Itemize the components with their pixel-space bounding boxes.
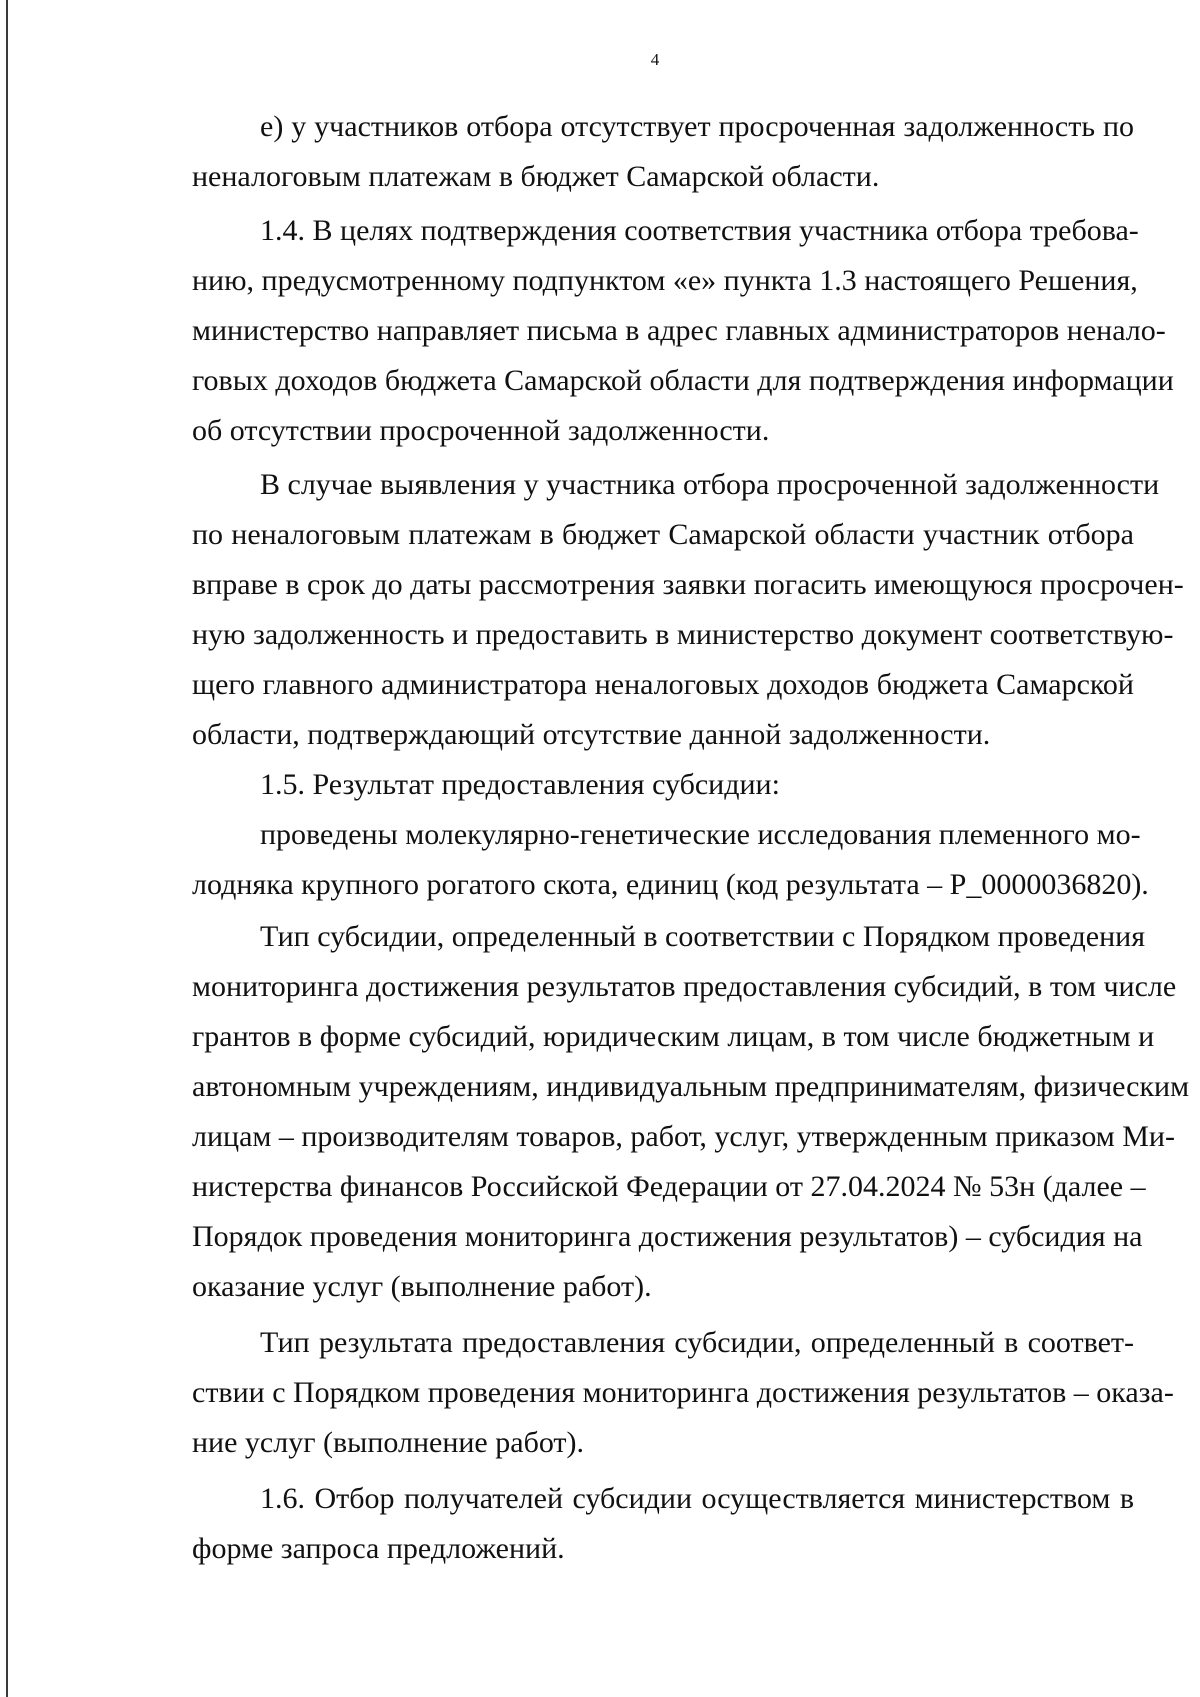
text-line: оказание услуг (выполнение работ).: [192, 1270, 652, 1303]
text-line: Порядок проведения мониторинга достижения результатов) – субсидия на: [192, 1220, 1143, 1253]
text-line: ние услуг (выполнение работ).: [192, 1426, 585, 1459]
page-number: 4: [650, 50, 660, 69]
text-line: неналоговым платежам в бюджет Самарской области.: [192, 160, 880, 193]
text-line: автономным учреждениям, индивидуальным предпринимателям, физическим: [192, 1070, 1190, 1103]
text-line: Тип результата предоставления субсидии, определенный в соответ-: [260, 1326, 1134, 1359]
text-line: грантов в форме субсидий, юридическим лицам, в том числе бюджетным и: [192, 1020, 1155, 1053]
text-line: форме запроса предложений.: [192, 1532, 565, 1565]
text-line: ствии с Порядком проведения мониторинга достижения результатов – оказа-: [192, 1376, 1174, 1409]
text-line: лицам – производителям товаров, работ, услуг, утвержденным приказом Ми-: [192, 1120, 1175, 1153]
text-line: 1.4. В целях подтверждения соответствия участника отбора требова-: [260, 214, 1139, 247]
scan-edge-line: [6, 0, 8, 1697]
text-line: щего главного администратора неналоговых доходов бюджета Самарской: [192, 668, 1134, 701]
text-line: 1.5. Результат предоставления субсидии:: [260, 768, 780, 801]
text-line: вправе в срок до даты рассмотрения заявки погасить имеющуюся просрочен-: [192, 568, 1184, 601]
text-line: министерство направляет письма в адрес главных администраторов ненало-: [192, 314, 1166, 347]
text-line: е) у участников отбора отсутствует просроченная задолженность по: [260, 110, 1134, 143]
text-line: об отсутствии просроченной задолженности.: [192, 414, 770, 447]
text-line: нию, предусмотренному подпунктом «е» пункта 1.3 настоящего Решения,: [192, 264, 1138, 297]
text-line: лодняка крупного рогатого скота, единиц (код результата – Р_0000036820).: [192, 868, 1149, 901]
text-line: проведены молекулярно-генетические исследования племенного мо-: [260, 818, 1141, 851]
text-line: области, подтверждающий отсутствие данной задолженности.: [192, 718, 991, 751]
text-line: ную задолженность и предоставить в министерство документ соответствую-: [192, 618, 1174, 651]
text-line: нистерства финансов Российской Федерации от 27.04.2024 № 53н (далее –: [192, 1170, 1146, 1203]
text-line: В случае выявления у участника отбора просроченной задолженности: [260, 468, 1160, 501]
text-line: Тип субсидии, определенный в соответствии с Порядком проведения: [260, 920, 1146, 953]
text-line: мониторинга достижения результатов предоставления субсидий, в том числе: [192, 970, 1177, 1003]
text-line: 1.6. Отбор получателей субсидии осуществляется министерством в: [260, 1482, 1134, 1515]
text-line: по неналоговым платежам в бюджет Самарской области участник отбора: [192, 518, 1134, 551]
text-line: говых доходов бюджета Самарской области для подтверждения информации: [192, 364, 1174, 397]
